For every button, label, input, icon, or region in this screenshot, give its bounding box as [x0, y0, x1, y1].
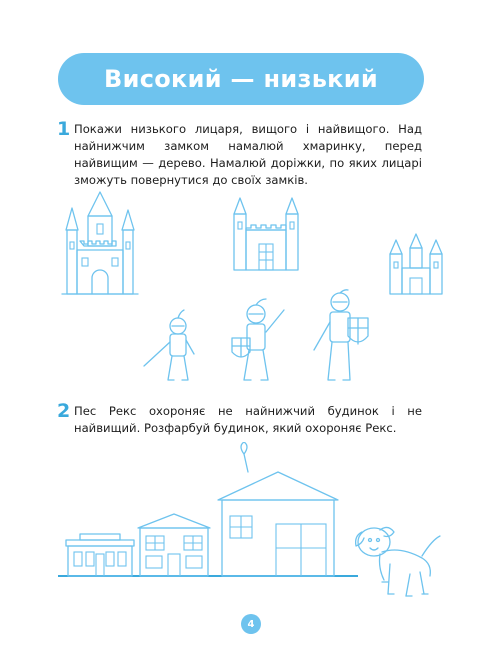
- low-building: [66, 534, 134, 576]
- short-knight: [140, 308, 200, 386]
- medium-house: [138, 514, 210, 576]
- task-1-text: Покажи низького лицаря, вищого і найвищого. Над найнижчим замком намалюй хмаринку, перед найвищим — дерево. Намалюй доріжки, по яких лицарі зможуть повернутися до своїх замків.: [74, 122, 422, 187]
- task-1-number: 1: [57, 118, 71, 140]
- task-2-number: 2: [57, 400, 71, 422]
- medium-castle: [228, 194, 304, 274]
- page-number: 4: [241, 614, 261, 634]
- medium-knight: [226, 298, 288, 386]
- tall-castle: [58, 188, 142, 300]
- dog-rex: [352, 520, 444, 600]
- page-title: Високий — низький: [104, 65, 378, 93]
- small-castle: [386, 230, 446, 298]
- tall-knight: [310, 288, 372, 386]
- title-banner: [58, 53, 424, 105]
- houses-illustration: [58, 442, 358, 582]
- tall-house: [218, 442, 338, 576]
- task-2-text: Пес Рекс охороняє не найнижчий будинок і не найвищий. Розфарбуй будинок, який охороняє Рекс.: [74, 404, 422, 435]
